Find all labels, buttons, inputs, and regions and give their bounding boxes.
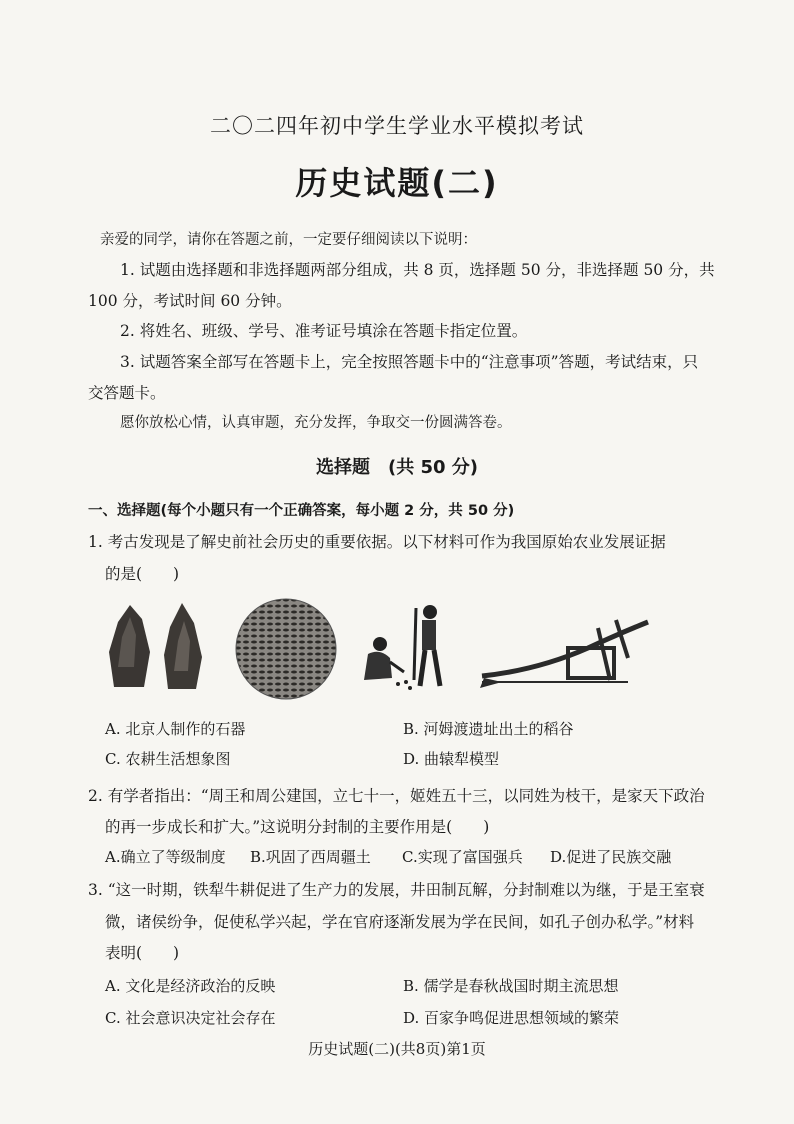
- section-subtitle: 一、选择题(每个小题只有一个正确答案，每小题 2 分，共 50 分): [88, 503, 515, 519]
- page-footer: 历史试题(二)(共8页)第1页: [308, 1040, 486, 1058]
- question-2-line-1: 2. 有学者指出：“周王和周公建国，立七十一，姬姓五十三，以同姓为枝干，是家天下政治: [88, 787, 705, 805]
- exam-header: 二〇二四年初中学生学业水平模拟考试: [210, 114, 584, 138]
- question-2-option-c: C.实现了富国强兵: [402, 848, 523, 866]
- question-1-option-a: A. 北京人制作的石器: [105, 720, 246, 738]
- question-1-option-d: D. 曲辕犁模型: [403, 750, 500, 768]
- instruction-2: 2. 将姓名、班级、学号、准考证号填涂在答题卡指定位置。: [120, 322, 528, 340]
- instructions-closing: 愿你放松心情，认真审题，充分发挥，争取交一份圆满答卷。: [120, 415, 512, 431]
- instruction-1-line-2: 100 分，考试时间 60 分钟。: [88, 292, 292, 310]
- question-3-option-a: A. 文化是经济政治的反映: [105, 977, 276, 995]
- question-1-option-c: C. 农耕生活想象图: [105, 750, 231, 768]
- question-3-option-b: B. 儒学是春秋战国时期主流思想: [403, 977, 619, 995]
- question-2-option-d: D.促进了民族交融: [550, 848, 672, 866]
- question-3-line-3: 表明( ): [105, 944, 180, 962]
- section-title: 选择题 (共 50 分): [315, 457, 479, 478]
- stone-tools-image: [104, 597, 216, 697]
- question-3-option-d: D. 百家争鸣促进思想领域的繁荣: [403, 1009, 620, 1027]
- question-1-line-1: 1. 考古发现是了解史前社会历史的重要依据。以下材料可作为我国原始农业发展证据: [88, 533, 666, 551]
- question-2-option-a: A.确立了等级制度: [105, 848, 226, 866]
- curved-plough-image: [478, 608, 656, 692]
- question-1-line-2: 的是( ): [105, 565, 180, 583]
- instruction-3-line-2: 交答题卡。: [88, 384, 166, 402]
- question-3-option-c: C. 社会意识决定社会存在: [105, 1009, 276, 1027]
- instruction-3-line-1: 3. 试题答案全部写在答题卡上，完全按照答题卡中的“注意事项”答题，考试结束，只: [120, 353, 699, 371]
- farming-scene-image: [350, 600, 462, 692]
- rice-grains-image: [234, 597, 338, 701]
- question-2-line-2: 的再一步成长和扩大。”这说明分封制的主要作用是( ): [105, 818, 490, 836]
- instructions-greeting: 亲爱的同学，请你在答题之前，一定要仔细阅读以下说明：: [100, 232, 477, 248]
- question-3-line-1: 3. “这一时期，铁犁牛耕促进了生产力的发展，井田制瓦解，分封制难以为继，于是王室衰: [88, 881, 705, 899]
- question-2-option-b: B.巩固了西周疆土: [250, 848, 371, 866]
- instruction-1-line-1: 1. 试题由选择题和非选择题两部分组成，共 8 页，选择题 50 分，非选择题 50 分，共: [120, 261, 715, 279]
- exam-title: 历史试题(二): [295, 164, 499, 202]
- question-3-line-2: 微，诸侯纷争，促使私学兴起，学在官府逐渐发展为学在民间，如孔子创办私学。”材料: [105, 913, 695, 931]
- question-1-option-b: B. 河姆渡遗址出土的稻谷: [403, 720, 574, 738]
